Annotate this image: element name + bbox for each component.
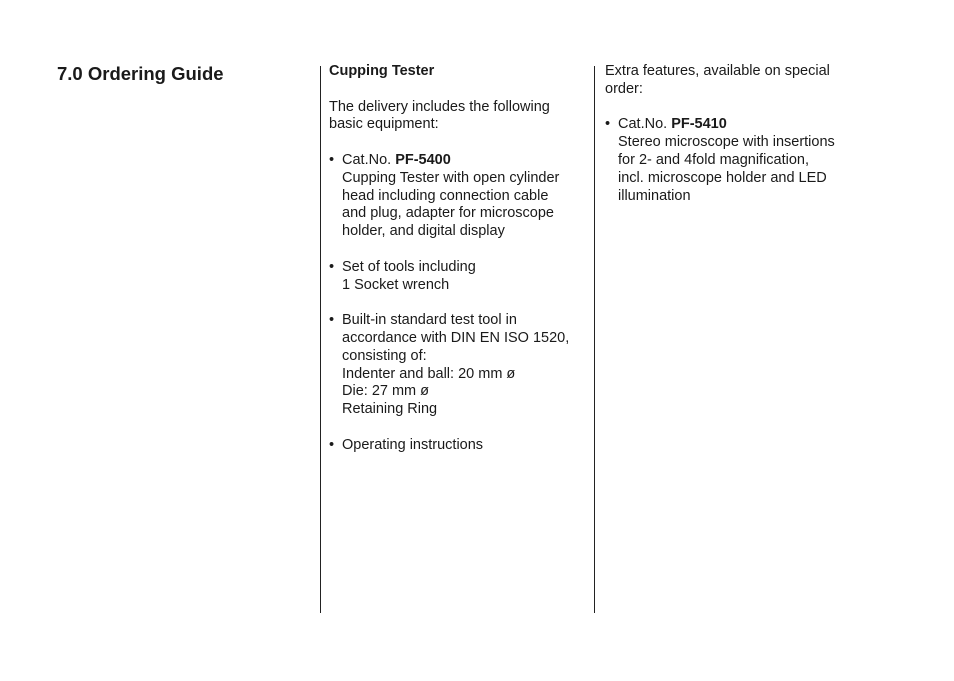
extra-features-intro [605, 63, 865, 99]
item-description-line: Cupping Tester with open cylinder [342, 169, 560, 186]
page-title: 7.0 Ordering Guide [57, 63, 224, 84]
basic-equipment-list [329, 152, 587, 455]
extra-features-column [605, 63, 865, 205]
bullet-icon: • [329, 151, 335, 168]
delivery-intro-line: The delivery includes the following [329, 98, 550, 115]
cupping-tester-heading: Cupping Tester [329, 63, 435, 79]
list-item-instructions [329, 437, 587, 455]
item-description-line: Indenter and ball: 20 mm ø [342, 365, 516, 382]
catalog-number: PF-5410 [671, 116, 727, 133]
item-description-line: Retaining Ring [342, 401, 438, 418]
delivery-intro-line: basic equipment: [329, 116, 439, 133]
item-description-line: consisting of: [342, 347, 427, 364]
bullet-icon: • [605, 116, 611, 133]
extra-features-list [605, 116, 865, 205]
extra-features-intro-line: order: [605, 80, 643, 97]
item-description-line: head including connection cable [342, 187, 549, 204]
item-description-line: holder, and digital display [342, 223, 505, 240]
item-description-line: incl. microscope holder and LED [618, 169, 827, 186]
bullet-icon: • [329, 258, 335, 275]
catalog-prefix: Cat.No. [618, 116, 672, 133]
cupping-tester-column [329, 63, 587, 455]
column-divider-right [594, 66, 595, 613]
list-item-tools [329, 259, 587, 295]
item-description-line: Stereo microscope with insertions [618, 134, 835, 151]
item-description-line: accordance with DIN EN ISO 1520, [342, 329, 570, 346]
item-description-line: Operating instructions [342, 436, 484, 453]
item-description-line: Set of tools including [342, 258, 476, 275]
item-description-line: Built-in standard test tool in [342, 312, 517, 329]
list-item-test-tool [329, 312, 587, 419]
catalog-number-line [342, 152, 587, 170]
extra-features-intro-line: Extra features, available on special [605, 63, 830, 79]
item-description-line: and plug, adapter for microscope [342, 205, 554, 222]
item-description-line: illumination [618, 187, 691, 204]
item-description-line: for 2- and 4fold magnification, [618, 151, 810, 168]
delivery-intro [329, 99, 587, 135]
item-description-line: Die: 27 mm ø [342, 383, 430, 400]
item-description-line: 1 Socket wrench [342, 276, 450, 293]
list-item-pf-5410 [605, 116, 865, 205]
catalog-number-line [618, 116, 865, 134]
column-divider-left [320, 66, 321, 613]
bullet-icon: • [329, 436, 335, 453]
list-item-pf-5400 [329, 152, 587, 241]
catalog-prefix: Cat.No. [342, 151, 396, 168]
bullet-icon: • [329, 312, 335, 329]
catalog-number: PF-5400 [395, 151, 451, 168]
